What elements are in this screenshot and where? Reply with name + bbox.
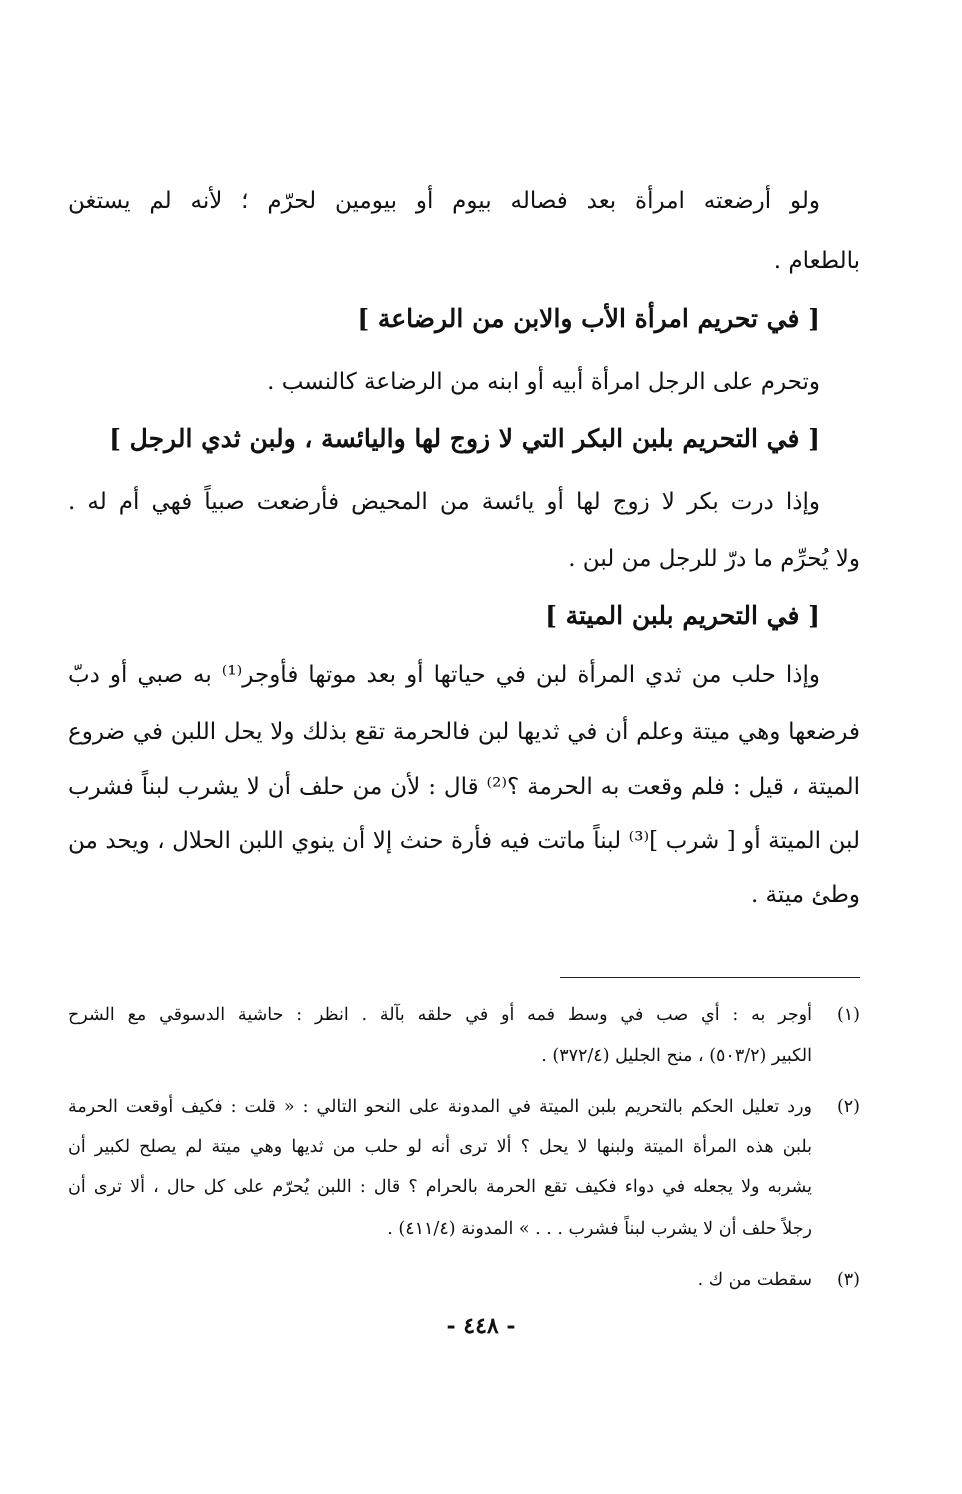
footnote-text: ورد تعليل الحكم بالتحريم بلبن الميتة في المدونة على النحو التالي : « قلت : فكيف أوقعت الحرمة: [68, 1097, 812, 1117]
footnote-number: (٢): [836, 1097, 860, 1117]
footnote-text: يشربه ولا يجعله في دواء فكيف تقع الحرمة بالحرام ؟ قال : اللبن يُحرّم على كل حال ، ألا ترى أن: [68, 1177, 812, 1197]
footnote-text: بلبن هذه المرأة الميتة ولبنها لا يحل ؟ ألا ترى أنه لو حلب من ثديها وهي ميتة لم يصلح لكبير أن: [68, 1137, 812, 1157]
body-line: لبن الميتة أو [ شرب ]⁽³⁾ لبناً ماتت فيه فأرة حنث إلا أن ينوي اللبن الحلال ، ويحد من: [68, 828, 861, 854]
body-line: ولو أرضعته امرأة بعد فصاله بيوم أو بيومين لحرّم ؛ لأنه لم يستغن: [68, 188, 820, 214]
footnote-number: (٣): [836, 1270, 860, 1290]
body-line: وتحرم على الرجل امرأة أبيه أو ابنه من الرضاعة كالنسب .: [267, 369, 820, 395]
footnote-number: (١): [836, 1005, 860, 1025]
body-line: فرضعها وهي ميتة وعلم أن في ثديها لبن فالحرمة تقع بذلك ولا يحل اللبن في ضروع: [68, 719, 860, 745]
section-heading: [ في التحريم بلبن البكر التي لا زوج لها واليائسة ، ولبن ثدي الرجل ]: [109, 424, 820, 453]
footnote-text: أوجر به : أي صب في وسط فمه أو في حلقه بآلة . انظر : حاشية الدسوقي مع الشرح: [68, 1005, 812, 1025]
body-line: وطئ ميتة .: [750, 882, 860, 908]
body-line: بالطعام .: [773, 248, 860, 274]
body-line: وإذا درت بكر لا زوج لها أو يائسة من المحيض فأرضعت صبياً فهي أم له .: [68, 489, 820, 515]
page-number: - ٤٤٨ -: [446, 1313, 516, 1339]
body-line: ولا يُحرِّم ما درّ للرجل من لبن .: [568, 546, 860, 572]
footnote-divider: [560, 977, 860, 978]
body-line: الميتة ، قيل : فلم وقعت به الحرمة ؟⁽²⁾ قال : لأن من حلف أن لا يشرب لبناً فشرب: [68, 774, 860, 800]
footnote-text: الكبير (٥٠٣/٢) ، منح الجليل (٣٧٢/٤) .: [541, 1046, 812, 1066]
section-heading: [ في تحريم امرأة الأب والابن من الرضاعة ]: [357, 304, 820, 333]
footnote-text: سقطت من ك .: [697, 1270, 812, 1290]
section-heading: [ في التحريم بلبن الميتة ]: [545, 601, 820, 630]
body-line: وإذا حلب من ثدي المرأة لبن في حياتها أو بعد موتها فأوجر⁽¹⁾ به صبي أو دبّ: [68, 662, 820, 688]
footnote-text: رجلاً حلف أن لا يشرب لبناً فشرب . . . » المدونة (٤١١/٤) .: [387, 1219, 812, 1239]
